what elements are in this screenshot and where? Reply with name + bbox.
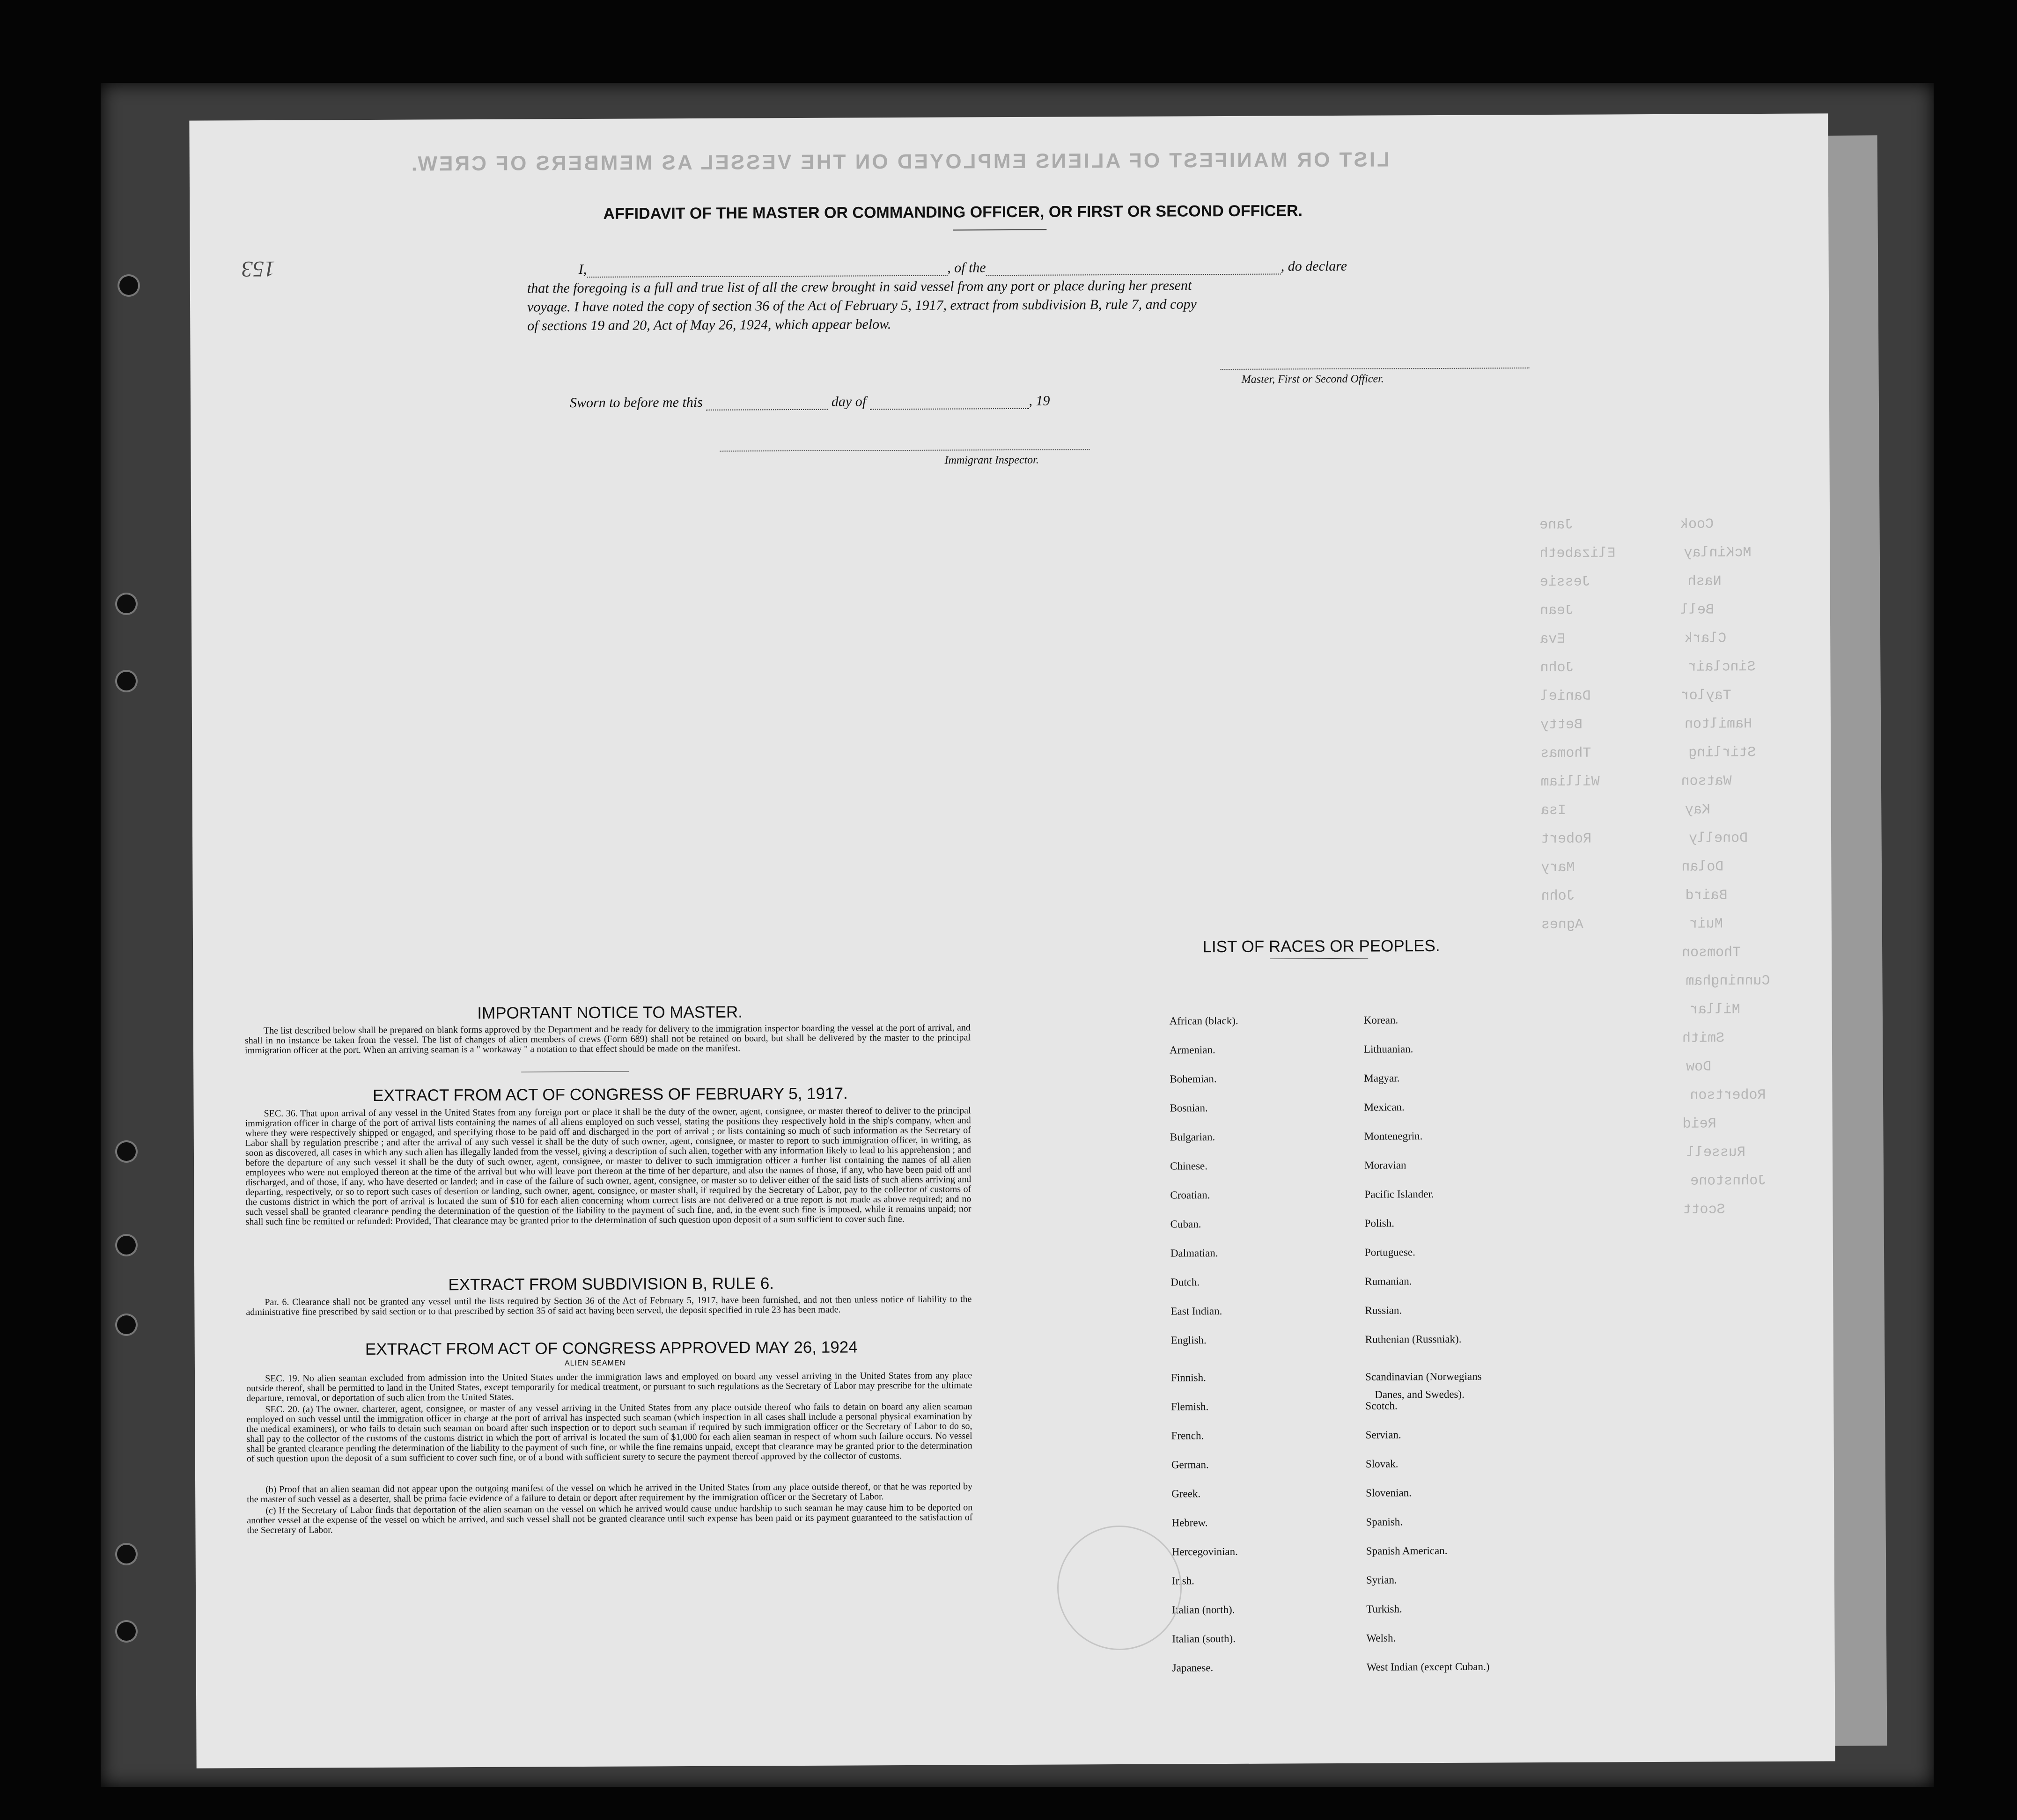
bleed-through-name: Hamilton [1684,716,1752,733]
bleed-through-given-name: Jessie [1539,574,1590,591]
race-entry: Syrian. [1366,1574,1397,1586]
master-caption: Master, First or Second Officer. [1241,373,1384,386]
race-entry: Lithuanian. [1363,1043,1413,1055]
bleed-through-name: McKinlay [1684,545,1752,561]
race-entry: Rumanian. [1365,1275,1412,1287]
bleed-through-given-name: Robert [1540,831,1592,848]
race-entry: Bosnian. [1170,1102,1208,1114]
bleed-through-name: Millar [1689,1002,1740,1018]
race-entry: Magyar. [1364,1072,1400,1084]
inspector-caption: Immigrant Inspector. [944,454,1039,467]
affidavit-title: AFFIDAVIT OF THE MASTER OR COMMANDING OFFICER, OR FIRST OR SECOND OFFICER. [603,202,1303,223]
race-entry: Italian (south). [1172,1632,1236,1645]
bleed-through-name: Watson [1681,773,1732,790]
race-entry: Greek. [1171,1488,1201,1500]
affidavit-line-2: that the foregoing is a full and true list of all the crew brought in said vessel from any port or place during her present [527,278,1192,296]
race-entry: Turkish. [1366,1603,1402,1615]
race-entry: Polish. [1364,1217,1394,1229]
binder-hole-icon [117,1622,136,1641]
divider [521,1071,629,1072]
bleed-through-given-name: John [1540,660,1574,676]
sec20b-text: (b) Proof that an alien seaman did not appear upon the outgoing manifest of the vessel on which he arrived in the United States from any place outside thereof, or that he was reported by the master of such vessel as a deserter, shall be prima facie evidence of a failure to detain or deport after requirement by the immigration officer or the Secretary of Labor. [247,1481,973,1505]
sworn-text: Sworn to before me this [569,394,703,411]
year-text: , 19 [1029,393,1050,409]
race-entry: Portuguese. [1364,1246,1415,1258]
bleed-through-name: Muir [1689,916,1723,932]
extract-1917-title: EXTRACT FROM ACT OF CONGRESS OF FEBRUARY 5, 1917. [373,1084,848,1105]
race-entry: Ruthenian (Russniak). [1365,1333,1462,1345]
reversed-manifest-heading: LIST OR MANIFEST OF ALIENS EMPLOYED ON THE VESSEL AS MEMBERS OF CREW. [409,148,1390,176]
bleed-through-name: Cook [1680,516,1714,533]
sworn-day-blank [706,397,828,411]
race-entry: Hebrew. [1171,1517,1208,1529]
rule6-title: EXTRACT FROM SUBDIVISION B, RULE 6. [448,1274,774,1294]
affidavit-line-4: of sections 19 and 20, Act of May 26, 1924, which appear below. [527,316,891,334]
bleed-through-name: Donelly [1688,830,1748,847]
race-entry: Servian. [1365,1429,1401,1441]
race-entry: Dalmatian. [1170,1247,1218,1259]
binder-hole-icon [117,1315,136,1334]
race-entry: African (black). [1169,1014,1238,1027]
race-entry: Bulgarian. [1170,1131,1215,1143]
race-entry: Croatian. [1170,1189,1210,1201]
binder-hole-icon [117,672,136,690]
bleed-through-name: Dolan [1681,859,1724,875]
bleed-through-name: Cunningham [1686,973,1770,990]
bleed-through-name: Russell [1686,1145,1746,1161]
bleed-through-given-name: Mary [1541,859,1575,876]
race-entry: Welsh. [1366,1632,1396,1644]
race-entry: East Indian. [1170,1305,1222,1317]
race-entry-continuation: Danes, and Swedes). [1375,1388,1465,1401]
binder-hole-icon [119,276,138,295]
bleed-through-given-name: John [1541,888,1575,905]
race-entry: Montenegrin. [1364,1130,1423,1142]
sworn-line [528,391,1427,411]
race-entry: Irish. [1171,1575,1194,1587]
alien-seamen-subtitle: ALIEN SEAMEN [564,1359,626,1368]
extract-1917-text: SEC. 36. That upon arrival of any vessel in the United States from any foreign port or place it shall be the duty of the owner, agent, consignee, or master thereof to deliver to the principal immigration officer in charge of the port of arrival lists containing the names of all aliens employed on such vessel, stating the positions they respectively hold in the ship's company, when and where they were respectively shipped or engaged, and specifying those to be paid off and discharged in the port of arrival ; or lists containing so much of such information as the Secretary of Labor shall by regulation prescribe ; and after the arrival of any such vessel it shall be the duty of such owner, agent, consignee, or master to report to such immigration officer, in writing, as soon as discovered, all cases in which any such alien has illegally landed from the vessel, giving a description of such alien, together with any information likely to lead to his apprehension ; and before the departure of any such vessel it shall be the duty of such owner, agent, consignee, or master to deliver to such immigration officer a further list containing the names of all alien employees who were not employed thereon at the time of the arrival but who will leave port thereon at the time of her departure, and also the names of those, if any, who have been paid off and discharged, and of those, if any, who have deserted or landed; and in case of the failure of such owner, agent, consignee, or master so to deliver either of the said lists of such aliens arriving and departing, respectively, or so to report such cases of desertion or landing, such owner, agent, consignee, or master shall, if required by the Secretary of Labor, pay to the collector of customs of the customs district in which the port of arrival is located the sum of $10 for each alien concerning whom correct lists are not delivered or a true report is not made as above required; and no such vessel shall be granted clearance pending the determination of the question of the liability to the payment of such fine, and, in the event such fine is imposed, while it remains unpaid; nor shall such fine be remitted or refunded: Provided, That clearance may be granted prior to the determination of such question upon deposit of a sum sufficient to cover such fine. [245,1105,972,1227]
race-entry: Scandinavian (Norwegians [1365,1370,1482,1383]
binder-hole-icon [117,594,136,613]
race-entry: Spanish American. [1366,1544,1448,1557]
bleed-through-name: Kay [1685,802,1710,818]
document-page [189,113,1835,1768]
vessel-blank [986,261,1281,276]
race-entry: Scotch. [1365,1400,1398,1412]
races-title: LIST OF RACES OR PEOPLES. [1202,937,1440,956]
notice-text: The list described below shall be prepared on blank forms approved by the Department and be ready for delivery to the immigration inspector boarding the vessel at the port of arrival, and shall in no instance be taken from the vessel. The list of changes of alien members of crews (Form 689) shall not be retained on board, but shall be delivered by the master to the principal immigration officer at the port. When an arriving seaman is a " workaway " a notation to that effect should be made on the manifest. [244,1022,971,1056]
race-entry: Slovak. [1365,1458,1399,1470]
race-entry: Armenian. [1169,1044,1215,1056]
bleed-through-name: Clark [1684,631,1727,647]
bleed-through-given-name: Isa [1540,802,1566,819]
bleed-through-name: Johnstone [1690,1173,1767,1189]
bleed-through-name: Nash [1687,573,1722,590]
bleed-through-name: Reid [1682,1116,1716,1132]
binder-hole-icon [117,1236,136,1255]
affidavit-line-3: voyage. I have noted the copy of section 36 of the Act of February 5, 1917, extract from subdivision B, rule 7, and copy [527,296,1197,315]
race-entry: Pacific Islander. [1364,1188,1434,1200]
race-entry: Bohemian. [1170,1073,1217,1085]
affidavit-declare: , do declare [1281,258,1347,274]
race-entry: Korean. [1363,1014,1399,1026]
bleed-through-name: Bell [1680,602,1715,618]
race-entry: Japanese. [1172,1662,1214,1674]
bleed-through-name: Thomson [1682,945,1741,961]
divider [1270,958,1368,959]
bleed-through-given-name: Jane [1539,517,1574,534]
extract-1924-title: EXTRACT FROM ACT OF CONGRESS APPROVED MAY 26, 1924 [365,1338,858,1359]
race-entry: Finnish. [1171,1372,1206,1384]
rule6-text: Par. 6. Clearance shall not be granted any vessel until the lists required by Section 36 of the Act of February 5, 1917, have been furnished, and not then unless notice of liability to the administrative fine prescribed by said section or to that prescribed by section 35 of said act having been served, the deposit specified in rule 23 has been made. [246,1294,972,1318]
race-entry: German. [1171,1459,1209,1471]
affidavit-i: I, [578,261,587,278]
bleed-through-name: Dow [1686,1059,1712,1075]
affidavit-line-1 [527,258,1426,278]
divider [953,229,1046,231]
bleed-through-name: Robertson [1690,1087,1766,1104]
sec20a-text: SEC. 20. (a) The owner, charterer, agent, consignee, or master of any vessel arriving in the United States from any place outside thereof who fails to detain on board any alien seaman employed on such vessel until the immigration officer in charge at the port of arrival has inspected such seaman (which inspection in all cases shall include a personal physical examination by the medical examiners), or who fails to detain such seaman on board after such inspection or to deport such seaman if required by such immigration officer or the Secretary of Labor to do so, shall pay to the collector of the customs of the customs district in which the port of arrival is located the sum of $1,000 for each alien seaman in respect of whom such failure occurs. No vessel shall be granted clearance pending the determination of the liability to the payment of such fine, or while the fine remains unpaid, except that clearance may be granted prior to the determination of such question upon the deposit of a sum sufficient to cover such fine, or of a bond with sufficient surety to secure the payment thereof approved by the collector of customs. [246,1401,972,1464]
bleed-through-name: Taylor [1680,688,1731,704]
name-blank [587,263,947,278]
binder-hole-icon [117,1545,136,1563]
bleed-through-given-name: Elizabeth [1539,545,1616,562]
bleed-through-given-name: Thomas [1540,745,1591,762]
signature-line [1221,367,1530,370]
sworn-month-blank [869,396,1029,410]
sec19-text: SEC. 19. No alien seaman excluded from admission into the United States under the immigration laws and employed on board any vessel arriving in the United States from any place outside thereof, shall be permitted to land in the United States, except temporarily for medical treatment, or pursuant to such regulations as the Secretary of Labor may prescribe for the ultimate departure, removal, or deportation of such alien from the United States. [246,1370,972,1404]
race-entry: Chinese. [1170,1160,1208,1172]
race-entry: French. [1171,1430,1204,1442]
race-entry: English. [1170,1334,1207,1346]
affidavit-of-the: , of the [947,260,986,276]
race-entry: West Indian (except Cuban.) [1366,1660,1490,1673]
faint-stamp [1057,1525,1182,1650]
race-entry: Spanish. [1366,1516,1403,1528]
sec20c-text: (c) If the Secretary of Labor finds that deportation of the alien seaman on the vessel on which he arrived would cause undue hardship to such seaman he may cause him to be deported on another vessel at the expense of the vessel on which he arrived, and such vessel shall not be granted clearance until such expense has been paid or its payment guaranteed to the satisfaction of the Secretary of Labor. [247,1502,973,1536]
inspector-signature-line [720,449,1089,451]
race-entry: Dutch. [1170,1276,1200,1288]
bleed-through-name: Stirling [1688,745,1756,761]
bleed-through-given-name: Eva [1540,631,1566,648]
bleed-through-given-name: Jean [1539,602,1574,619]
race-entry: Slovenian. [1366,1487,1412,1499]
notice-title: IMPORTANT NOTICE TO MASTER. [477,1003,743,1022]
bleed-through-name: Baird [1685,888,1728,904]
bleed-through-name: Smith [1682,1030,1725,1047]
bleed-through-name: Sinclair [1688,659,1756,675]
bleed-through-name: Scott [1683,1202,1725,1218]
page-number: 153 [241,256,275,282]
day-of-text: day of [831,394,867,410]
race-entry: Mexican. [1364,1101,1405,1113]
binder-hole-icon [117,1142,136,1161]
race-entry: Hercegovinian. [1171,1545,1238,1558]
race-entry: Russian. [1365,1304,1402,1316]
bleed-through-given-name: Betty [1540,717,1583,734]
bleed-through-given-name: William [1540,774,1600,791]
race-entry: Italian (north). [1172,1603,1235,1616]
bleed-through-given-name: Daniel [1540,688,1591,705]
race-entry: Moravian [1364,1159,1406,1171]
race-entry: Flemish. [1171,1401,1209,1413]
bleed-through-given-name: Agnes [1541,917,1583,933]
race-entry: Cuban. [1170,1218,1201,1230]
